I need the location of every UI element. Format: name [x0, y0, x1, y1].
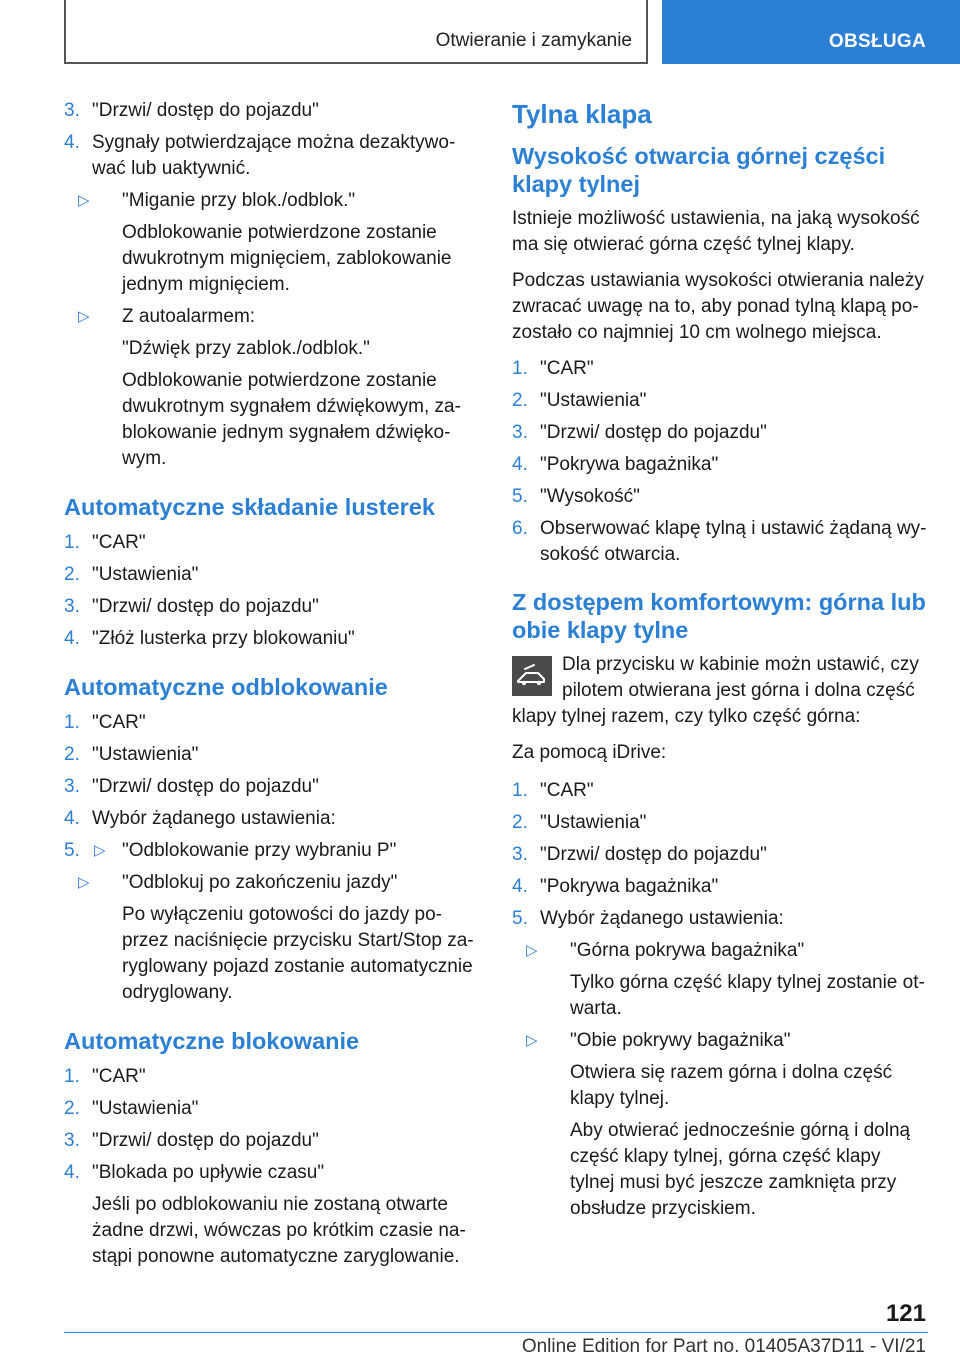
list-item	[512, 874, 928, 900]
section-heading-comfort: Z dostępem komfortowym: górna lub obie klapy tylne	[512, 589, 926, 643]
list-number: 2.	[64, 1098, 80, 1119]
list-item	[64, 806, 478, 832]
list-number: 1.	[512, 780, 528, 801]
list-text: "Ustawienia"	[92, 1098, 199, 1119]
section-heading-unlock: Automatyczne odblokowanie	[64, 674, 388, 700]
lock-list	[64, 1064, 478, 1186]
triangle-bullet-icon: ▷	[78, 192, 90, 209]
triangle-bullet-icon: ▷	[94, 842, 106, 859]
list-item	[64, 1096, 478, 1122]
list-text: Wybór żądanego ustawienia:	[92, 808, 336, 829]
intro-list	[64, 98, 478, 182]
list-number: 1.	[64, 532, 80, 553]
item-description: Jeśli po odblokowaniu nie zostaną otwarte żadne drzwi, wówczas po krótkim czasie na‐ stąpi ponowne automatyczne zaryglowanie.	[92, 1194, 466, 1267]
mirrors-list	[64, 530, 478, 652]
list-item	[512, 484, 928, 510]
list-text: Obserwować klapę tylną i ustawić żądaną wy‐ sokość otwarcia.	[540, 518, 927, 565]
list-item	[64, 774, 478, 800]
list-text: "Drzwi/ dostęp do pojazdu"	[92, 100, 319, 121]
page-heading: Tylna klapa	[512, 99, 652, 129]
list-item	[512, 420, 928, 446]
paragraph: Istnieje możliwość ustawienia, na jaką wysokość ma się otwierać górna część tylnej klapy.	[512, 208, 920, 255]
list-text: "Złóż lusterka przy blokowaniu"	[92, 628, 355, 649]
paragraph: Za pomocą iDrive:	[512, 742, 667, 763]
section-title: Otwieranie i zamykanie	[435, 30, 632, 51]
list-item	[64, 626, 478, 652]
list-item	[512, 388, 928, 414]
subitem-description: Otwiera się razem górna i dolna część klapy tylnej.	[570, 1062, 893, 1109]
list-number: 4.	[64, 132, 80, 153]
list-number: 1.	[512, 358, 528, 379]
list-text: "Drzwi/ dostęp do pojazdu"	[540, 844, 767, 865]
list-item	[64, 562, 478, 588]
triangle-bullet-icon: ▷	[78, 874, 90, 891]
list-item	[64, 530, 478, 556]
triangle-bullet-icon: ▷	[78, 308, 90, 325]
list-text: "Drzwi/ dostęp do pojazdu"	[92, 596, 319, 617]
list-text: "CAR"	[540, 780, 594, 801]
list-number: 1.	[64, 1066, 80, 1087]
comfort-list	[512, 778, 928, 932]
left-column	[64, 98, 478, 1276]
list-subitem: ▷ "Odblokuj po zakończeniu jazdy"	[64, 870, 478, 896]
subitem-description: Odblokowanie potwierdzone zostanie dwukrotnym sygnałem dźwiękowym, za‐ blokowanie jednym sygnałem dźwięko‐ wym.	[122, 370, 461, 469]
list-number: 3.	[512, 844, 528, 865]
list-item	[512, 810, 928, 836]
chapter-tab[interactable]	[662, 0, 960, 64]
list-number: 4.	[64, 1162, 80, 1183]
list-number: 2.	[64, 744, 80, 765]
list-text: "Pokrywa bagażnika"	[540, 454, 719, 475]
chapter-tab-label: OBSŁUGA	[828, 31, 926, 52]
subitem-description: Aby otwierać jednocześnie górną i dolną część klapy tylnej, górna część klapy tylnej musi być jeszcze zamknięta przy obsłudze przyciskiem.	[570, 1120, 911, 1219]
icon-paragraph: Dla przycisku w kabinie możn ustawić, czy pilotem otwierana jest górna i dolna część klapy tylnej razem, czy tylko część górna:	[512, 654, 919, 727]
list-number: 2.	[512, 812, 528, 833]
list-subitem: ▷ Z autoalarmem:	[64, 304, 478, 330]
header-frame	[64, 0, 648, 64]
subitem-description: Po wyłączeniu gotowości do jazdy po‐ przez naciśnięcie przycisku Start/Stop za‐ ryglowany pojazd zostanie automatycznie odryglowany.	[122, 904, 474, 1003]
section-heading-mirrors: Automatyczne składanie lusterek	[64, 494, 435, 520]
list-number: 1.	[64, 712, 80, 733]
list-item	[64, 710, 478, 736]
list-text: "Ustawienia"	[540, 812, 647, 833]
list-subitem: ▷ "Miganie przy blok./odblok."	[64, 188, 478, 214]
list-subitem: ▷ "Górna pokrywa bagażnika"	[512, 938, 928, 964]
list-item	[64, 594, 478, 620]
subitem-description: Odblokowanie potwierdzone zostanie dwukrotnym mignięciem, zablokowanie jednym mignięciem.	[122, 222, 452, 295]
list-number: 2.	[64, 564, 80, 585]
triangle-bullet-icon: ▷	[526, 942, 538, 959]
list-text: "Pokrywa bagażnika"	[540, 876, 719, 897]
list-number: 4.	[512, 454, 528, 475]
list-text: "Drzwi/ dostęp do pojazdu"	[92, 776, 319, 797]
unlock-list	[64, 710, 478, 832]
list-item: 5. ▷ "Odblokowanie przy wybraniu P"	[64, 838, 478, 864]
list-number: 4.	[64, 808, 80, 829]
list-text: "Ustawienia"	[92, 564, 199, 585]
edition-footer: Online Edition for Part no. 01405A37D11 - VI/21	[521, 1336, 926, 1357]
list-text: "Drzwi/ dostęp do pojazdu"	[540, 422, 767, 443]
list-item	[64, 1064, 478, 1090]
list-item	[512, 842, 928, 868]
list-number: 3.	[64, 776, 80, 797]
list-number: 3.	[64, 596, 80, 617]
list-number: 3.	[512, 422, 528, 443]
section-heading-lock: Automatyczne blokowanie	[64, 1028, 360, 1054]
list-text: "Blokada po upływie czasu"	[92, 1162, 325, 1183]
subitem-description: Tylko górna część klapy tylnej zostanie ot‐ warta.	[570, 972, 925, 1019]
list-number: 3.	[64, 1130, 80, 1151]
page-number: 121	[885, 1300, 926, 1327]
list-text: "Ustawienia"	[540, 390, 647, 411]
list-number: 4.	[64, 628, 80, 649]
list-item	[512, 778, 928, 804]
list-text: Wybór żądanego ustawienia:	[540, 908, 784, 929]
list-text: "Ustawienia"	[92, 744, 199, 765]
list-item	[64, 1128, 478, 1154]
height-list	[512, 356, 928, 568]
list-number: 6.	[512, 518, 528, 539]
list-number: 2.	[512, 390, 528, 411]
right-column	[512, 98, 928, 1228]
list-item	[64, 742, 478, 768]
list-item	[512, 906, 928, 932]
subitem-value: "Dźwięk przy zablok./odblok."	[122, 338, 370, 359]
list-text: "CAR"	[92, 712, 146, 733]
list-subitem: ▷ "Obie pokrywy bagażnika"	[512, 1028, 928, 1054]
list-item	[512, 516, 928, 568]
footer-divider	[64, 1332, 928, 1333]
list-item	[64, 130, 478, 182]
list-item	[64, 1160, 478, 1186]
list-number: 3.	[64, 100, 80, 121]
list-item	[512, 356, 928, 382]
list-text: "Drzwi/ dostęp do pojazdu"	[92, 1130, 319, 1151]
list-number: 5.	[512, 486, 528, 507]
paragraph: Podczas ustawiania wysokości otwierania należy zwracać uwagę na to, aby ponad tylną klapą po‐ zostało co najmniej 10 cm wolnego miejsca.	[512, 270, 924, 343]
triangle-bullet-icon: ▷	[526, 1032, 538, 1049]
list-text: "Wysokość"	[540, 486, 640, 507]
list-text: "CAR"	[540, 358, 594, 379]
list-number: 5.	[512, 908, 528, 929]
list-text: "CAR"	[92, 532, 146, 553]
list-number: 4.	[512, 876, 528, 897]
list-text: Sygnały potwierdzające można dezaktywo‐ wać lub uaktywnić.	[92, 132, 456, 179]
list-item	[64, 98, 478, 124]
tailgate-icon	[512, 656, 552, 696]
list-text: "CAR"	[92, 1066, 146, 1087]
section-heading-height: Wysokość otwarcia górnej części klapy tylnej	[512, 143, 886, 197]
list-item	[512, 452, 928, 478]
